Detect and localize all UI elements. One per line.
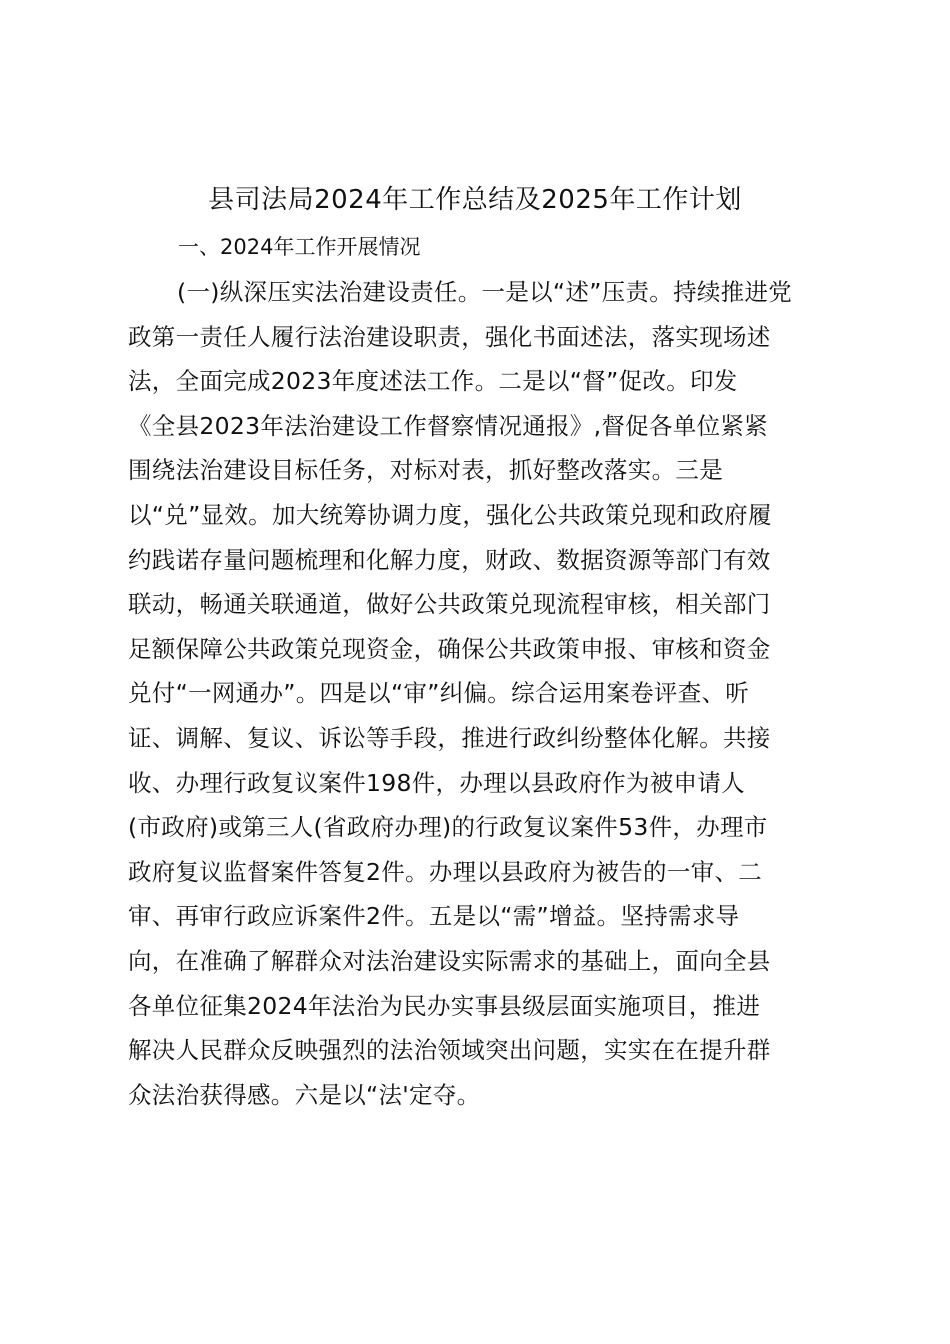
paragraph-line: 联动，畅通关联通道，做好公共政策兑现流程审核，相关部门 [128,590,771,619]
document-title: 县司法局2024年工作总结及2025年工作计划 [208,185,742,215]
paragraph-line: 政第一责任人履行法治建设职责，强化书面述法，落实现场述 [128,322,771,351]
paragraph-line: 各单位征集2024年法治为民办实事县级层面实施项目，推进 [128,991,761,1020]
document-body [128,270,828,1117]
section-heading: 一、2024年工作开展情况 [178,235,421,259]
paragraph-line: 足额保障公共政策兑现资金，确保公共政策申报、审核和资金 [128,634,771,663]
paragraph-line: 约践诺存量问题梳理和化解力度，财政、数据资源等部门有效 [128,545,771,574]
paragraph-line: 证、调解、复议、诉讼等手段，推进行政纠纷整体化解。共接 [128,723,771,752]
paragraph-line: 政府复议监督案件答复2件。办理以县政府为被告的一审、二 [128,857,763,886]
paragraph-line: 以“兑”显效。加大统筹协调力度，强化公共政策兑现和政府履 [128,500,772,529]
paragraph-line: (市政府)或第三人(省政府办理)的行政复议案件53件，办理市 [128,813,768,842]
paragraph-line: 向，在准确了解群众对法治建设实际需求的基础上，面向全县 [128,946,771,975]
paragraph-line: 兑付“一网通办”。四是以“审”纠偏。综合运用案卷评查、听 [128,679,750,708]
paragraph-line: 围绕法治建设目标任务，对标对表，抓好整改落实。三是 [128,456,723,485]
paragraph-line: 众法治获得感。六是以“法'定夺。 [128,1080,481,1109]
paragraph-line: 收、办理行政复议案件198件，办理以县政府作为被申请人 [128,768,745,797]
paragraph-line: 法，全面完成2023年度述法工作。二是以“督”促改。印发 [128,367,738,396]
paragraph-line: 审、再审行政应诉案件2件。五是以“需”增益。坚持需求导 [128,902,740,931]
paragraph-line: 解决人民群众反映强烈的法治领域突出问题，实实在在提升群 [128,1036,771,1065]
paragraph-line: (一)纵深压实法治建设责任。一是以“述”压责。持续推进党 [177,278,793,306]
paragraph-line: 《全县2023年法治建设工作督察情况通报》,督促各单位紧紧 [128,411,768,440]
